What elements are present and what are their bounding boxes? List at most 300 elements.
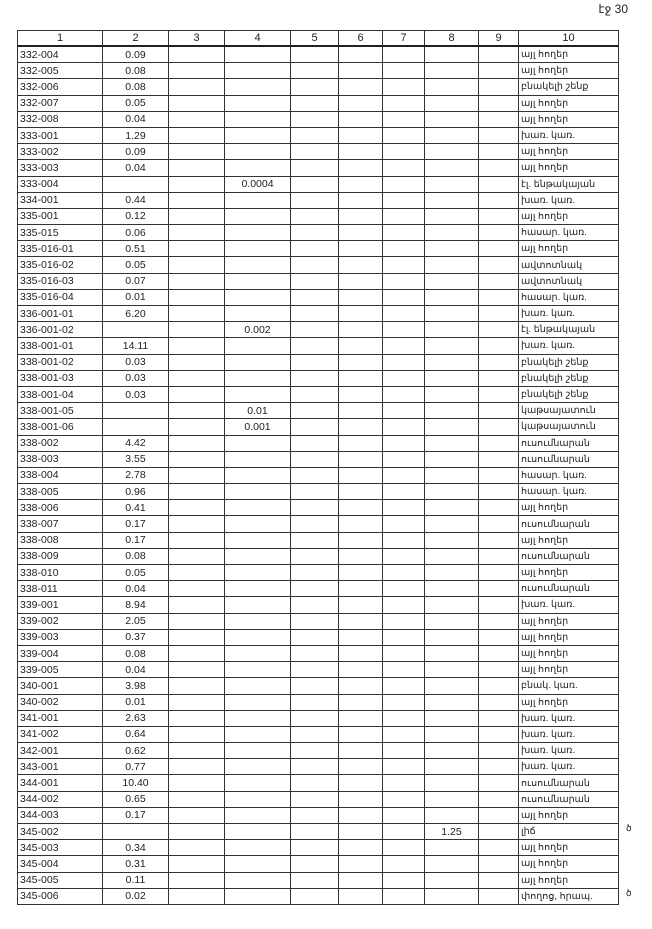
table-row xyxy=(18,678,619,694)
cell-col-9 xyxy=(479,759,519,775)
cell-col-1: 338-006 xyxy=(18,500,103,516)
cell-col-2: 0.34 xyxy=(103,840,169,856)
column-header-8: 8 xyxy=(425,31,479,47)
cell-col-1: 334-001 xyxy=(18,192,103,208)
cell-col-8 xyxy=(425,79,479,95)
cell-col-1: 335-016-01 xyxy=(18,241,103,257)
cell-col-2: 0.09 xyxy=(103,46,169,63)
cell-col-1: 345-005 xyxy=(18,872,103,888)
cell-col-10: ուսումնարան xyxy=(519,581,619,597)
cell-col-7 xyxy=(383,629,425,645)
cell-col-1: 339-003 xyxy=(18,629,103,645)
cell-col-10: բնակելի շենք xyxy=(519,370,619,386)
cell-col-5 xyxy=(291,322,339,338)
cell-col-3 xyxy=(169,694,225,710)
cell-col-1: 340-002 xyxy=(18,694,103,710)
cell-col-2: 0.64 xyxy=(103,726,169,742)
cell-col-7 xyxy=(383,386,425,402)
cell-col-2: 0.17 xyxy=(103,516,169,532)
cell-col-2: 0.51 xyxy=(103,241,169,257)
cell-col-5 xyxy=(291,176,339,192)
cell-col-1: 338-001-06 xyxy=(18,419,103,435)
cell-col-3 xyxy=(169,548,225,564)
cell-col-3 xyxy=(169,807,225,823)
cell-col-5 xyxy=(291,662,339,678)
cell-col-9 xyxy=(479,273,519,289)
cell-col-3 xyxy=(169,516,225,532)
cell-col-2: 0.01 xyxy=(103,694,169,710)
cell-col-1: 338-001-01 xyxy=(18,338,103,354)
cell-col-7 xyxy=(383,208,425,224)
table-row xyxy=(18,144,619,160)
cell-col-8 xyxy=(425,63,479,79)
cell-col-10: ուսումնարան xyxy=(519,548,619,564)
cell-col-1: 333-001 xyxy=(18,127,103,143)
margin-mark: ծ xyxy=(626,823,632,833)
cell-col-1: 344-001 xyxy=(18,775,103,791)
cell-col-3 xyxy=(169,225,225,241)
cell-col-9 xyxy=(479,678,519,694)
cell-col-7 xyxy=(383,176,425,192)
cell-col-5 xyxy=(291,548,339,564)
cell-col-10: ավտոտնակ xyxy=(519,273,619,289)
cell-col-1: 338-008 xyxy=(18,532,103,548)
cell-col-6 xyxy=(339,532,383,548)
cell-col-6 xyxy=(339,241,383,257)
cell-col-2: 0.06 xyxy=(103,225,169,241)
cell-col-9 xyxy=(479,532,519,548)
cell-col-4 xyxy=(225,257,291,273)
cell-col-9 xyxy=(479,791,519,807)
cell-col-5 xyxy=(291,743,339,759)
cell-col-1: 339-005 xyxy=(18,662,103,678)
cell-col-3 xyxy=(169,451,225,467)
cell-col-10: այլ հողեր xyxy=(519,241,619,257)
cell-col-4 xyxy=(225,95,291,111)
cell-col-8 xyxy=(425,565,479,581)
cell-col-1: 335-001 xyxy=(18,208,103,224)
cell-col-6 xyxy=(339,451,383,467)
cell-col-4 xyxy=(225,451,291,467)
cell-col-10: բնակելի շենք xyxy=(519,386,619,402)
cell-col-7 xyxy=(383,322,425,338)
cell-col-2: 0.62 xyxy=(103,743,169,759)
cell-col-4 xyxy=(225,306,291,322)
cell-col-9 xyxy=(479,694,519,710)
cell-col-6 xyxy=(339,322,383,338)
cell-col-3 xyxy=(169,710,225,726)
cell-col-5 xyxy=(291,597,339,613)
cell-col-9 xyxy=(479,743,519,759)
cell-col-3 xyxy=(169,856,225,872)
cell-col-9 xyxy=(479,127,519,143)
cell-col-9 xyxy=(479,403,519,419)
cell-col-2: 2.05 xyxy=(103,613,169,629)
cell-col-9 xyxy=(479,451,519,467)
cell-col-8 xyxy=(425,160,479,176)
table-row xyxy=(18,629,619,645)
cell-col-9 xyxy=(479,484,519,500)
cell-col-1: 332-008 xyxy=(18,111,103,127)
cell-col-2: 0.12 xyxy=(103,208,169,224)
cell-col-6 xyxy=(339,144,383,160)
cell-col-9 xyxy=(479,888,519,904)
cell-col-7 xyxy=(383,872,425,888)
cell-col-2: 0.04 xyxy=(103,581,169,597)
cell-col-9 xyxy=(479,306,519,322)
cell-col-4 xyxy=(225,629,291,645)
cell-col-10: ուսումնարան xyxy=(519,516,619,532)
cell-col-9 xyxy=(479,775,519,791)
cell-col-1: 345-003 xyxy=(18,840,103,856)
cell-col-7 xyxy=(383,645,425,661)
cell-col-6 xyxy=(339,386,383,402)
cell-col-8 xyxy=(425,532,479,548)
cell-col-4 xyxy=(225,79,291,95)
cell-col-9 xyxy=(479,565,519,581)
cell-col-5 xyxy=(291,645,339,661)
cell-col-10: այլ հողեր xyxy=(519,694,619,710)
cell-col-5 xyxy=(291,791,339,807)
cell-col-1: 338-001-04 xyxy=(18,386,103,402)
column-header-5: 5 xyxy=(291,31,339,47)
cell-col-1: 335-016-02 xyxy=(18,257,103,273)
cell-col-8 xyxy=(425,111,479,127)
cell-col-3 xyxy=(169,322,225,338)
table-row xyxy=(18,888,619,904)
cell-col-8 xyxy=(425,888,479,904)
table-row xyxy=(18,775,619,791)
cell-col-9 xyxy=(479,435,519,451)
cell-col-5 xyxy=(291,127,339,143)
cell-col-6 xyxy=(339,791,383,807)
cell-col-9 xyxy=(479,176,519,192)
cell-col-6 xyxy=(339,192,383,208)
cell-col-1: 333-003 xyxy=(18,160,103,176)
cell-col-2: 14.11 xyxy=(103,338,169,354)
cell-col-4 xyxy=(225,824,291,840)
table-row xyxy=(18,176,619,192)
cell-col-5 xyxy=(291,370,339,386)
cell-col-9 xyxy=(479,338,519,354)
cell-col-4 xyxy=(225,370,291,386)
table-row xyxy=(18,516,619,532)
cell-col-1: 338-009 xyxy=(18,548,103,564)
cell-col-1: 335-016-04 xyxy=(18,289,103,305)
cell-col-3 xyxy=(169,613,225,629)
cell-col-8 xyxy=(425,726,479,742)
cell-col-8 xyxy=(425,354,479,370)
table-row xyxy=(18,306,619,322)
cell-col-5 xyxy=(291,516,339,532)
cell-col-3 xyxy=(169,629,225,645)
cell-col-2: 0.31 xyxy=(103,856,169,872)
cell-col-7 xyxy=(383,435,425,451)
cell-col-9 xyxy=(479,807,519,823)
cell-col-10: բնակ. կառ. xyxy=(519,678,619,694)
cell-col-8 xyxy=(425,743,479,759)
cell-col-9 xyxy=(479,46,519,63)
cell-col-2: 0.44 xyxy=(103,192,169,208)
cell-col-7 xyxy=(383,144,425,160)
cell-col-1: 338-005 xyxy=(18,484,103,500)
cell-col-9 xyxy=(479,225,519,241)
cell-col-5 xyxy=(291,759,339,775)
cell-col-9 xyxy=(479,662,519,678)
cell-col-10: փողոց, հրապ. xyxy=(519,888,619,904)
cell-col-2: 0.37 xyxy=(103,629,169,645)
cell-col-6 xyxy=(339,79,383,95)
cell-col-6 xyxy=(339,726,383,742)
cell-col-6 xyxy=(339,516,383,532)
cell-col-5 xyxy=(291,824,339,840)
cell-col-8 xyxy=(425,322,479,338)
cell-col-4 xyxy=(225,225,291,241)
cell-col-3 xyxy=(169,791,225,807)
cell-col-9 xyxy=(479,548,519,564)
cell-col-3 xyxy=(169,208,225,224)
cell-col-5 xyxy=(291,63,339,79)
cell-col-9 xyxy=(479,322,519,338)
table-row xyxy=(18,160,619,176)
table-row xyxy=(18,46,619,63)
cell-col-8 xyxy=(425,289,479,305)
table-row xyxy=(18,225,619,241)
cell-col-3 xyxy=(169,46,225,63)
cell-col-1: 341-001 xyxy=(18,710,103,726)
cell-col-5 xyxy=(291,565,339,581)
cell-col-8 xyxy=(425,500,479,516)
cell-col-8 xyxy=(425,338,479,354)
cell-col-5 xyxy=(291,208,339,224)
cell-col-3 xyxy=(169,386,225,402)
cell-col-10: այլ հողեր xyxy=(519,160,619,176)
cell-col-8 xyxy=(425,435,479,451)
cell-col-10: այլ հողեր xyxy=(519,144,619,160)
cell-col-10: խառ. կառ. xyxy=(519,127,619,143)
cell-col-10: խառ. կառ. xyxy=(519,192,619,208)
cell-col-7 xyxy=(383,791,425,807)
cell-col-9 xyxy=(479,467,519,483)
cell-col-4 xyxy=(225,743,291,759)
cell-col-4 xyxy=(225,386,291,402)
table-row xyxy=(18,241,619,257)
cell-col-5 xyxy=(291,807,339,823)
cell-col-4 xyxy=(225,678,291,694)
cell-col-7 xyxy=(383,225,425,241)
cell-col-4 xyxy=(225,548,291,564)
cell-col-2: 0.07 xyxy=(103,273,169,289)
cell-col-1: 339-004 xyxy=(18,645,103,661)
cell-col-6 xyxy=(339,710,383,726)
cell-col-6 xyxy=(339,856,383,872)
cell-col-6 xyxy=(339,484,383,500)
cell-col-8 xyxy=(425,775,479,791)
cell-col-10: այլ հողեր xyxy=(519,532,619,548)
cell-col-8 xyxy=(425,484,479,500)
cell-col-3 xyxy=(169,419,225,435)
cell-col-3 xyxy=(169,775,225,791)
cell-col-3 xyxy=(169,467,225,483)
cell-col-9 xyxy=(479,208,519,224)
cell-col-1: 336-001-02 xyxy=(18,322,103,338)
cell-col-5 xyxy=(291,888,339,904)
cell-col-7 xyxy=(383,467,425,483)
cell-col-9 xyxy=(479,856,519,872)
cell-col-10: խառ. կառ. xyxy=(519,743,619,759)
cell-col-5 xyxy=(291,46,339,63)
cell-col-7 xyxy=(383,710,425,726)
cell-col-8 xyxy=(425,629,479,645)
cell-col-9 xyxy=(479,419,519,435)
cell-col-10: ուսումնարան xyxy=(519,435,619,451)
cell-col-1: 342-001 xyxy=(18,743,103,759)
cell-col-4 xyxy=(225,273,291,289)
cell-col-2: 0.08 xyxy=(103,79,169,95)
cell-col-6 xyxy=(339,160,383,176)
cell-col-9 xyxy=(479,111,519,127)
column-header-10: 10 xyxy=(519,31,619,47)
cell-col-5 xyxy=(291,872,339,888)
cell-col-6 xyxy=(339,208,383,224)
cell-col-10: այլ հողեր xyxy=(519,629,619,645)
cell-col-8 xyxy=(425,241,479,257)
cell-col-1: 345-002 xyxy=(18,824,103,840)
cell-col-5 xyxy=(291,694,339,710)
cell-col-3 xyxy=(169,597,225,613)
cell-col-6 xyxy=(339,548,383,564)
cell-col-2: 0.04 xyxy=(103,662,169,678)
cell-col-10: այլ հողեր xyxy=(519,95,619,111)
cell-col-2 xyxy=(103,322,169,338)
cell-col-5 xyxy=(291,403,339,419)
cell-col-7 xyxy=(383,888,425,904)
cell-col-7 xyxy=(383,824,425,840)
cell-col-6 xyxy=(339,759,383,775)
cell-col-10: խառ. կառ. xyxy=(519,710,619,726)
cell-col-2 xyxy=(103,419,169,435)
table-row xyxy=(18,548,619,564)
cell-col-10: այլ հողեր xyxy=(519,872,619,888)
table-row xyxy=(18,662,619,678)
cell-col-4 xyxy=(225,710,291,726)
cell-col-2 xyxy=(103,824,169,840)
cell-col-7 xyxy=(383,807,425,823)
cell-col-8 xyxy=(425,710,479,726)
cell-col-10: այլ հողեր xyxy=(519,807,619,823)
cell-col-5 xyxy=(291,435,339,451)
cell-col-9 xyxy=(479,581,519,597)
cell-col-7 xyxy=(383,273,425,289)
cell-col-4 xyxy=(225,500,291,516)
cell-col-10: այլ հողեր xyxy=(519,613,619,629)
cell-col-3 xyxy=(169,257,225,273)
cell-col-7 xyxy=(383,419,425,435)
cell-col-4 xyxy=(225,888,291,904)
cell-col-10: կաթսայատուն xyxy=(519,403,619,419)
cell-col-2: 0.08 xyxy=(103,548,169,564)
cell-col-1: 340-001 xyxy=(18,678,103,694)
cell-col-6 xyxy=(339,565,383,581)
cell-col-7 xyxy=(383,840,425,856)
cell-col-10: այլ հողեր xyxy=(519,46,619,63)
cell-col-8 xyxy=(425,516,479,532)
cell-col-2: 0.02 xyxy=(103,888,169,904)
cell-col-6 xyxy=(339,403,383,419)
cell-col-8 xyxy=(425,840,479,856)
table-row xyxy=(18,386,619,402)
cell-col-9 xyxy=(479,386,519,402)
cell-col-3 xyxy=(169,872,225,888)
table-row xyxy=(18,726,619,742)
cell-col-4 xyxy=(225,46,291,63)
cell-col-10: հասար. կառ. xyxy=(519,289,619,305)
cell-col-10: խառ. կառ. xyxy=(519,306,619,322)
cell-col-5 xyxy=(291,160,339,176)
cell-col-10: հասար. կառ. xyxy=(519,484,619,500)
cell-col-6 xyxy=(339,127,383,143)
cell-col-9 xyxy=(479,289,519,305)
cell-col-6 xyxy=(339,95,383,111)
table-row xyxy=(18,63,619,79)
cell-col-4 xyxy=(225,435,291,451)
cell-col-3 xyxy=(169,241,225,257)
column-header-6: 6 xyxy=(339,31,383,47)
cell-col-10: այլ հողեր xyxy=(519,662,619,678)
cell-col-7 xyxy=(383,192,425,208)
cell-col-6 xyxy=(339,678,383,694)
cell-col-8 xyxy=(425,645,479,661)
cell-col-5 xyxy=(291,79,339,95)
cell-col-6 xyxy=(339,289,383,305)
cell-col-5 xyxy=(291,95,339,111)
cell-col-7 xyxy=(383,500,425,516)
cell-col-10: ուսումնարան xyxy=(519,451,619,467)
cell-col-6 xyxy=(339,662,383,678)
cell-col-8 xyxy=(425,678,479,694)
cell-col-5 xyxy=(291,451,339,467)
cell-col-7 xyxy=(383,678,425,694)
cell-col-4 xyxy=(225,354,291,370)
column-header-3: 3 xyxy=(169,31,225,47)
cell-col-2: 0.41 xyxy=(103,500,169,516)
cell-col-1: 338-010 xyxy=(18,565,103,581)
cell-col-1: 332-004 xyxy=(18,46,103,63)
table-row xyxy=(18,597,619,613)
cell-col-4 xyxy=(225,791,291,807)
cell-col-3 xyxy=(169,273,225,289)
cell-col-7 xyxy=(383,759,425,775)
cell-col-4 xyxy=(225,613,291,629)
cell-col-3 xyxy=(169,759,225,775)
cell-col-7 xyxy=(383,694,425,710)
cell-col-7 xyxy=(383,289,425,305)
cell-col-3 xyxy=(169,144,225,160)
cell-col-7 xyxy=(383,354,425,370)
table-row xyxy=(18,338,619,354)
cell-col-6 xyxy=(339,273,383,289)
land-parcel-table xyxy=(17,30,619,905)
cell-col-9 xyxy=(479,613,519,629)
cell-col-1: 332-005 xyxy=(18,63,103,79)
table-row xyxy=(18,419,619,435)
cell-col-1: 344-003 xyxy=(18,807,103,823)
cell-col-3 xyxy=(169,403,225,419)
cell-col-4 xyxy=(225,807,291,823)
cell-col-1: 332-006 xyxy=(18,79,103,95)
cell-col-10: այլ հողեր xyxy=(519,565,619,581)
cell-col-8 xyxy=(425,856,479,872)
